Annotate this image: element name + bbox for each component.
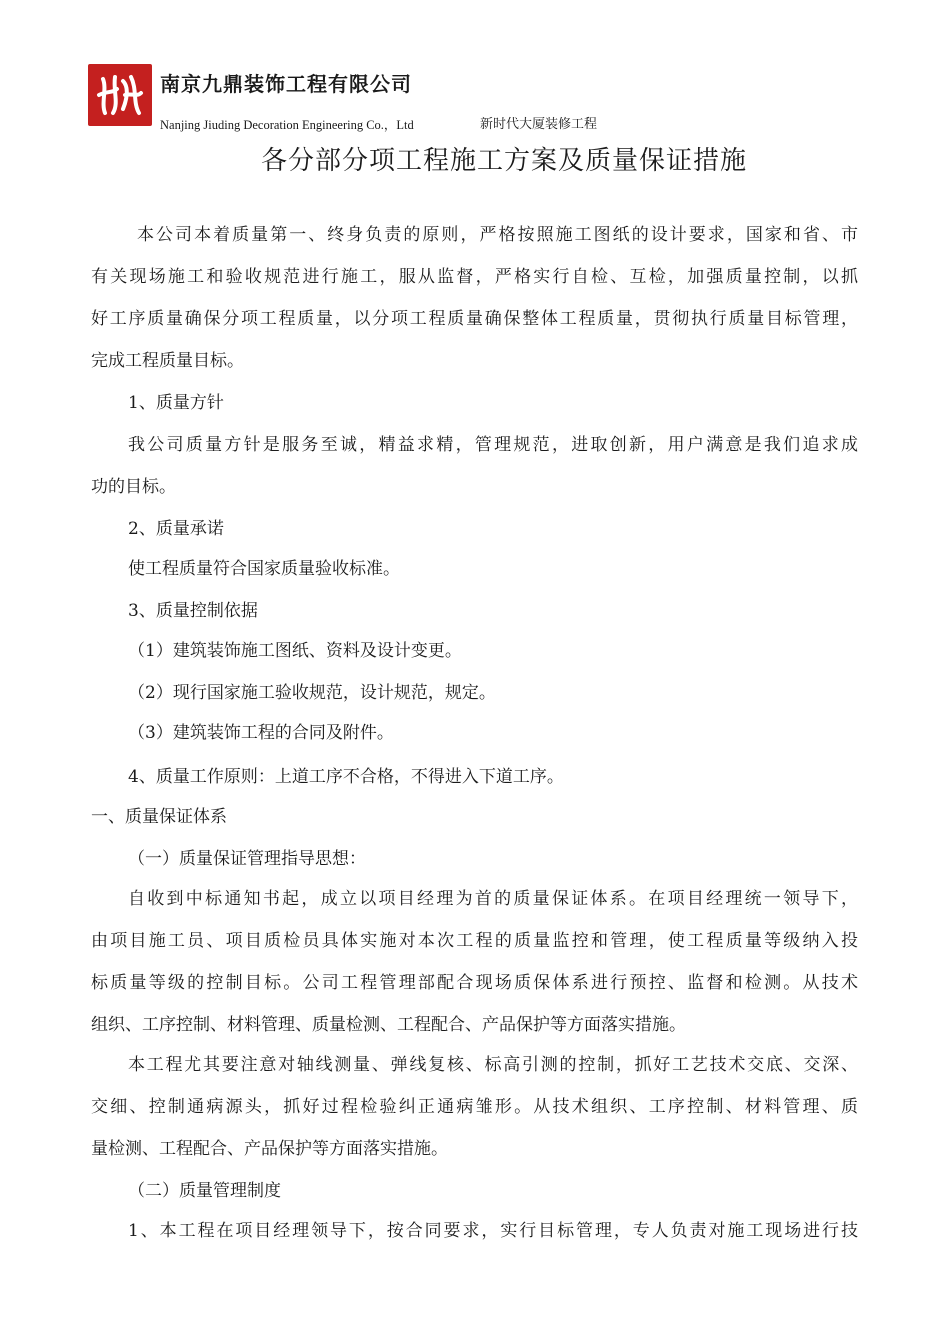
paragraph-line: 由项目施工员、项目质检员具体实施对本次工程的质量监控和管理，使工程质量等级纳入投 [91,931,858,951]
company-name-english: Nanjing Jiuding Decoration Engineering Co.，Ltd [160,118,414,132]
company-seal-logo [88,64,152,126]
subsection-heading: （二）质量管理制度 [128,1181,281,1201]
section-heading: 2、质量承诺 [128,519,224,539]
paragraph-line: 本工程尤其要注意对轴线测量、弹线复核、标高引测的控制，抓好工艺技术交底、交深、 [128,1055,858,1075]
seal-logo-icon [93,69,147,121]
list-item: （1）建筑装饰施工图纸、资料及设计变更。 [128,641,462,661]
paragraph-line: 好工序质量确保分项工程质量，以分项工程质量确保整体工程质量，贯彻执行质量目标管理， [91,309,858,329]
paragraph-line: 使工程质量符合国家质量验收标准。 [128,559,400,579]
paragraph-line: 交细、控制通病源头，抓好过程检验纠正通病雏形。从技术组织、工序控制、材料管理、质 [91,1097,858,1117]
subsection-heading: （一）质量保证管理指导思想： [128,849,366,869]
chapter-heading: 一、质量保证体系 [91,807,227,827]
section-heading: 3、质量控制依据 [128,601,258,621]
paragraph-line: 完成工程质量目标。 [91,351,244,371]
section-heading: 1、质量方针 [128,393,224,413]
list-item: （2）现行国家施工验收规范，设计规范，规定。 [128,683,496,703]
project-name: 新时代大厦装修工程 [480,117,598,132]
paragraph-line: 量检测、工程配合、产品保护等方面落实措施。 [91,1139,448,1159]
paragraph-line: 本公司本着质量第一、终身负责的原则，严格按照施工图纸的设计要求，国家和省、市 [137,225,858,245]
list-item: （3）建筑装饰工程的合同及附件。 [128,723,394,743]
paragraph-line: 我公司质量方针是服务至诚，精益求精，管理规范，进取创新，用户满意是我们追求成 [128,435,858,455]
paragraph-line: 自收到中标通知书起，成立以项目经理为首的质量保证体系。在项目经理统一领导下， [128,889,858,909]
paragraph-line: 有关现场施工和验收规范进行施工，服从监督，严格实行自检、互检，加强质量控制，以抓 [91,267,858,287]
paragraph-line: 1、本工程在项目经理领导下，按合同要求，实行目标管理，专人负责对施工现场进行技 [128,1221,858,1241]
paragraph-line: 组织、工序控制、材料管理、质量检测、工程配合、产品保护等方面落实措施。 [91,1015,686,1035]
paragraph-line: 功的目标。 [91,477,176,497]
paragraph-line: 标质量等级的控制目标。公司工程管理部配合现场质保体系进行预控、监督和检测。从技术 [91,973,858,993]
document-title: 各分部分项工程施工方案及质量保证措施 [260,146,747,176]
section-heading: 4、质量工作原则：上道工序不合格，不得进入下道工序。 [128,767,564,787]
company-name-chinese: 南京九鼎装饰工程有限公司 [160,72,412,96]
